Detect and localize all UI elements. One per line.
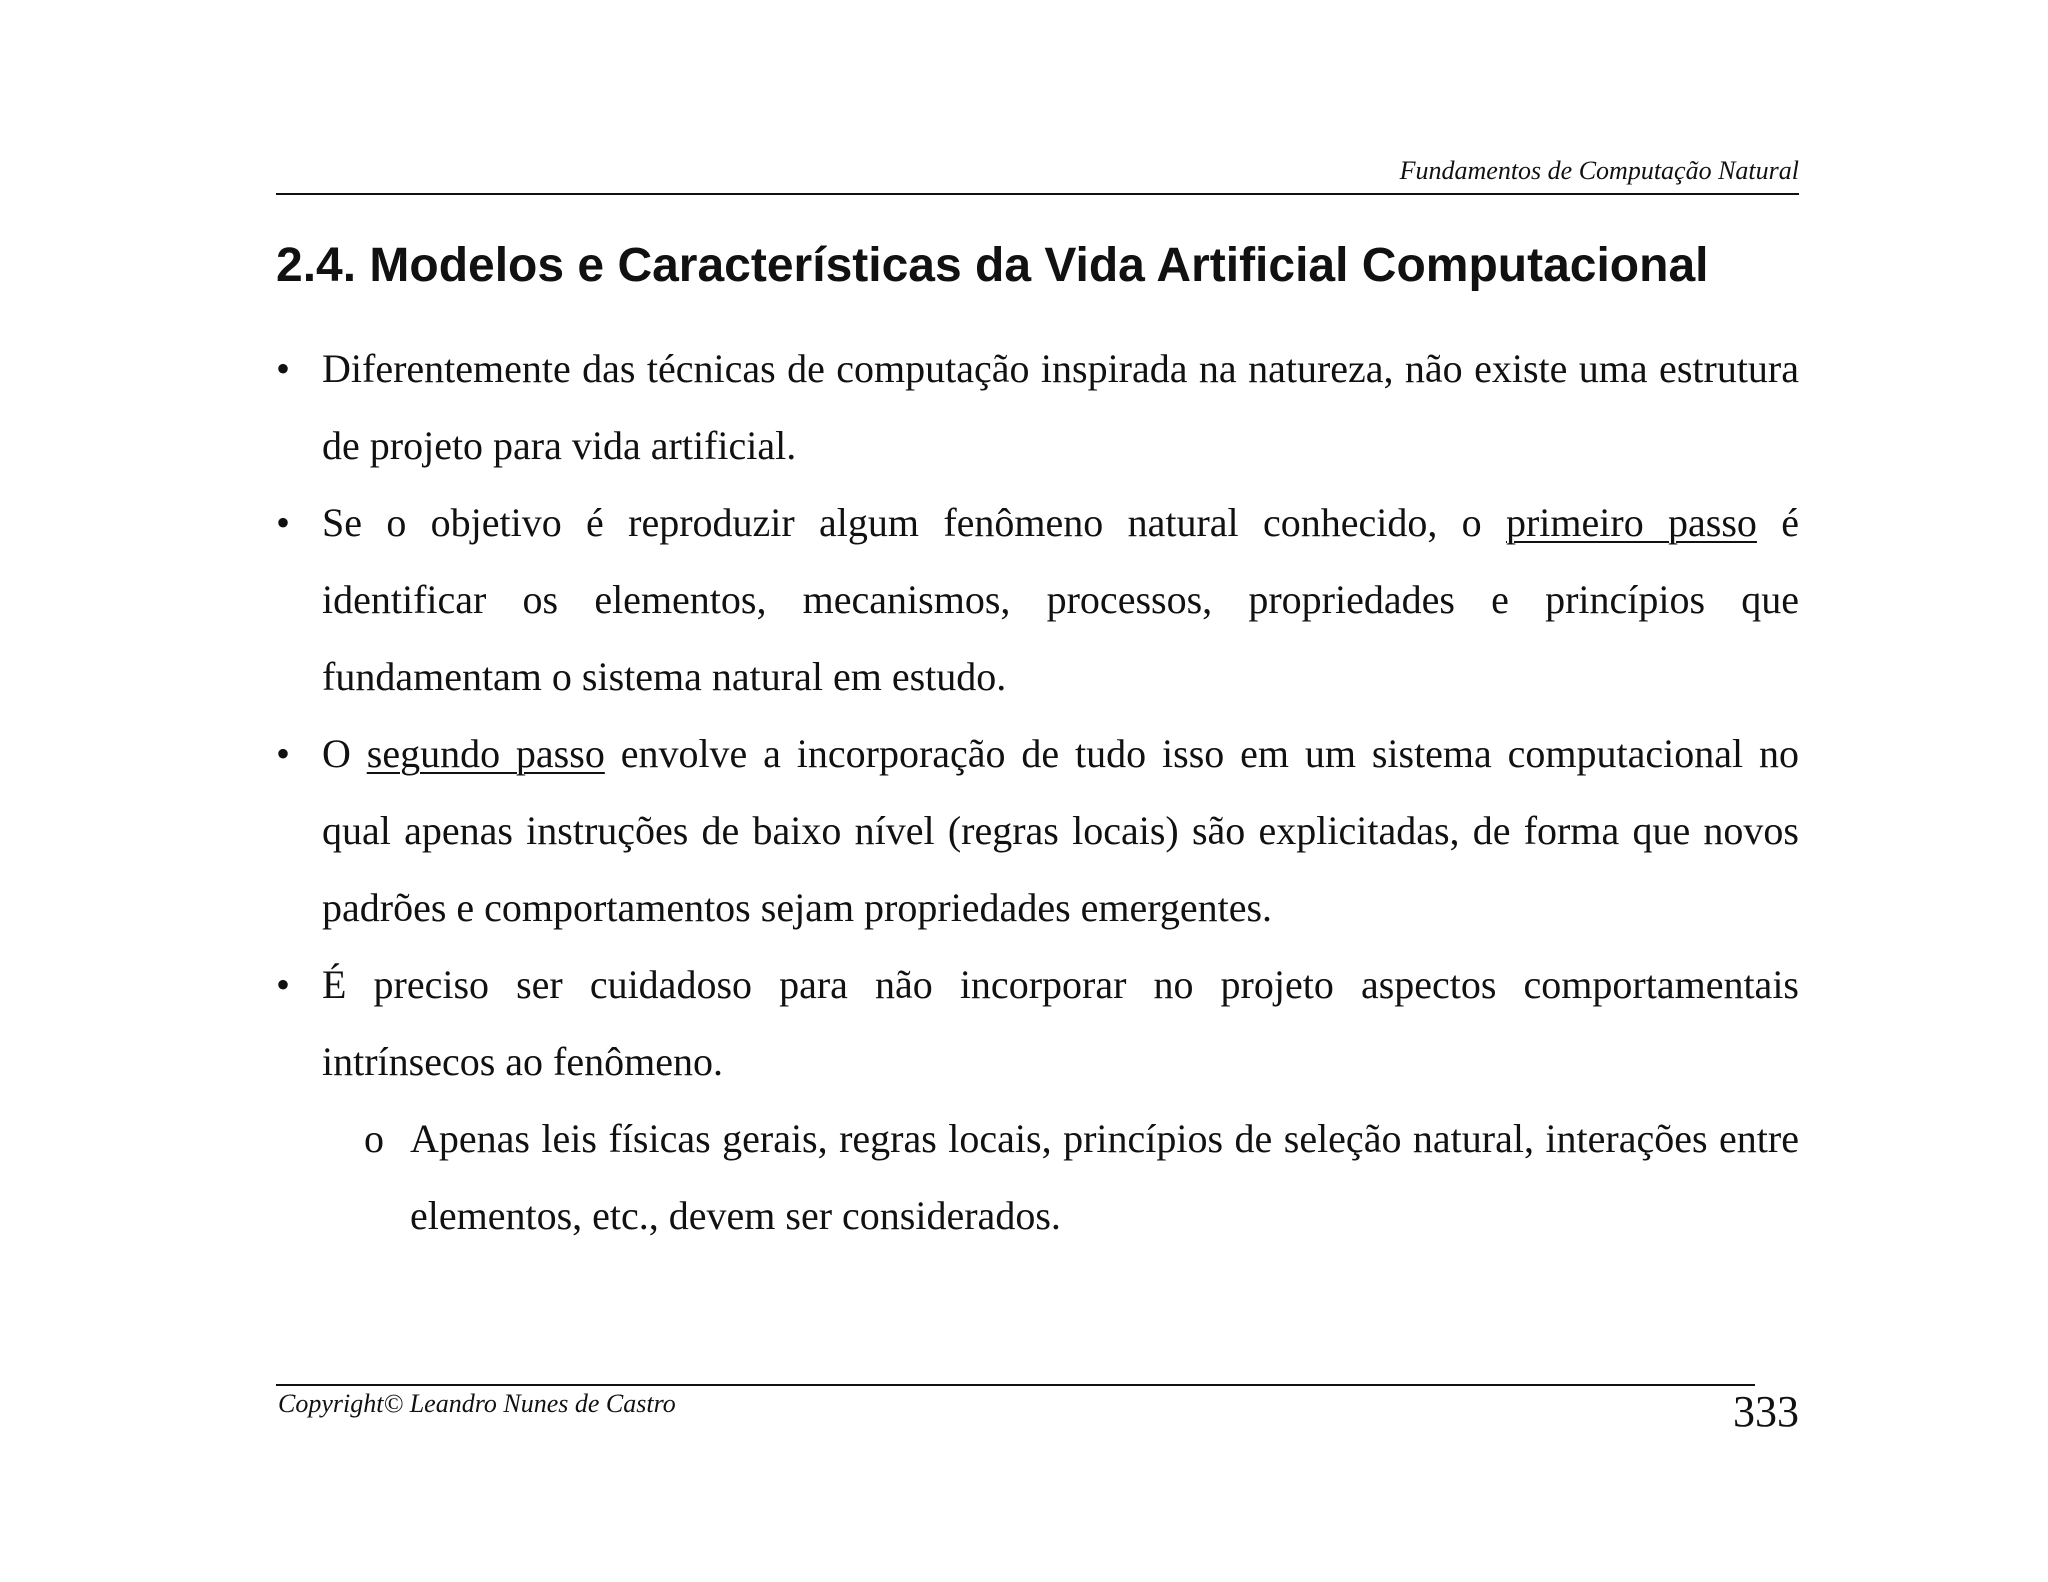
running-header: Fundamentos de Computação Natural	[1399, 156, 1799, 185]
page-number: 333	[1733, 1387, 1799, 1436]
bullet-item-1	[276, 330, 1799, 484]
sub-bullet-item-1	[276, 1100, 1799, 1254]
section-title: 2.4. Modelos e Características da Vida Artificial Computacional	[276, 239, 1709, 292]
bullet-text-before: O	[322, 731, 367, 776]
footer-copyright: Copyright© Leandro Nunes de Castro	[278, 1389, 676, 1418]
bullet-item-3	[276, 715, 1799, 946]
underlined-term-segundo-passo: segundo passo	[366, 731, 605, 776]
bullet-item-2	[276, 484, 1799, 715]
bullet-text-after: é identificar os elementos, mecanismos, processos, propriedades e princípios que fundamentam o sistema natural em estudo.	[322, 500, 1800, 699]
bullet-marker: •	[276, 962, 291, 1007]
header-rule	[276, 193, 1799, 195]
bullet-text: Diferentemente das técnicas de computação inspirada na natureza, não existe uma estrutura de projeto para vida artificial.	[322, 346, 1799, 468]
footer-rule	[276, 1384, 1755, 1386]
bullet-marker: •	[276, 500, 291, 545]
sub-bullet-text: Apenas leis físicas gerais, regras locais, princípios de seleção natural, interações entre elementos, etc., devem ser considerados.	[410, 1116, 1799, 1238]
bullet-marker: •	[276, 731, 291, 776]
bullet-text-after: envolve a incorporação de tudo isso em um sistema computacional no qual apenas instruções de baixo nível (regras locais) são explicitadas, de forma que novos padrões e comportamentos sejam propriedades emergentes.	[322, 731, 1799, 930]
bullet-marker: •	[276, 346, 291, 391]
bullet-text-before: Se o objetivo é reproduzir algum fenômeno natural conhecido, o	[322, 500, 1506, 545]
underlined-term-primeiro-passo: primeiro passo	[1505, 500, 1757, 545]
sub-bullet-marker: o	[364, 1116, 384, 1161]
bullet-item-4	[276, 946, 1799, 1100]
bullet-list	[276, 330, 1799, 1254]
bullet-text: É preciso ser cuidadoso para não incorporar no projeto aspectos comportamentais intrínsecos ao fenômeno.	[322, 962, 1799, 1084]
